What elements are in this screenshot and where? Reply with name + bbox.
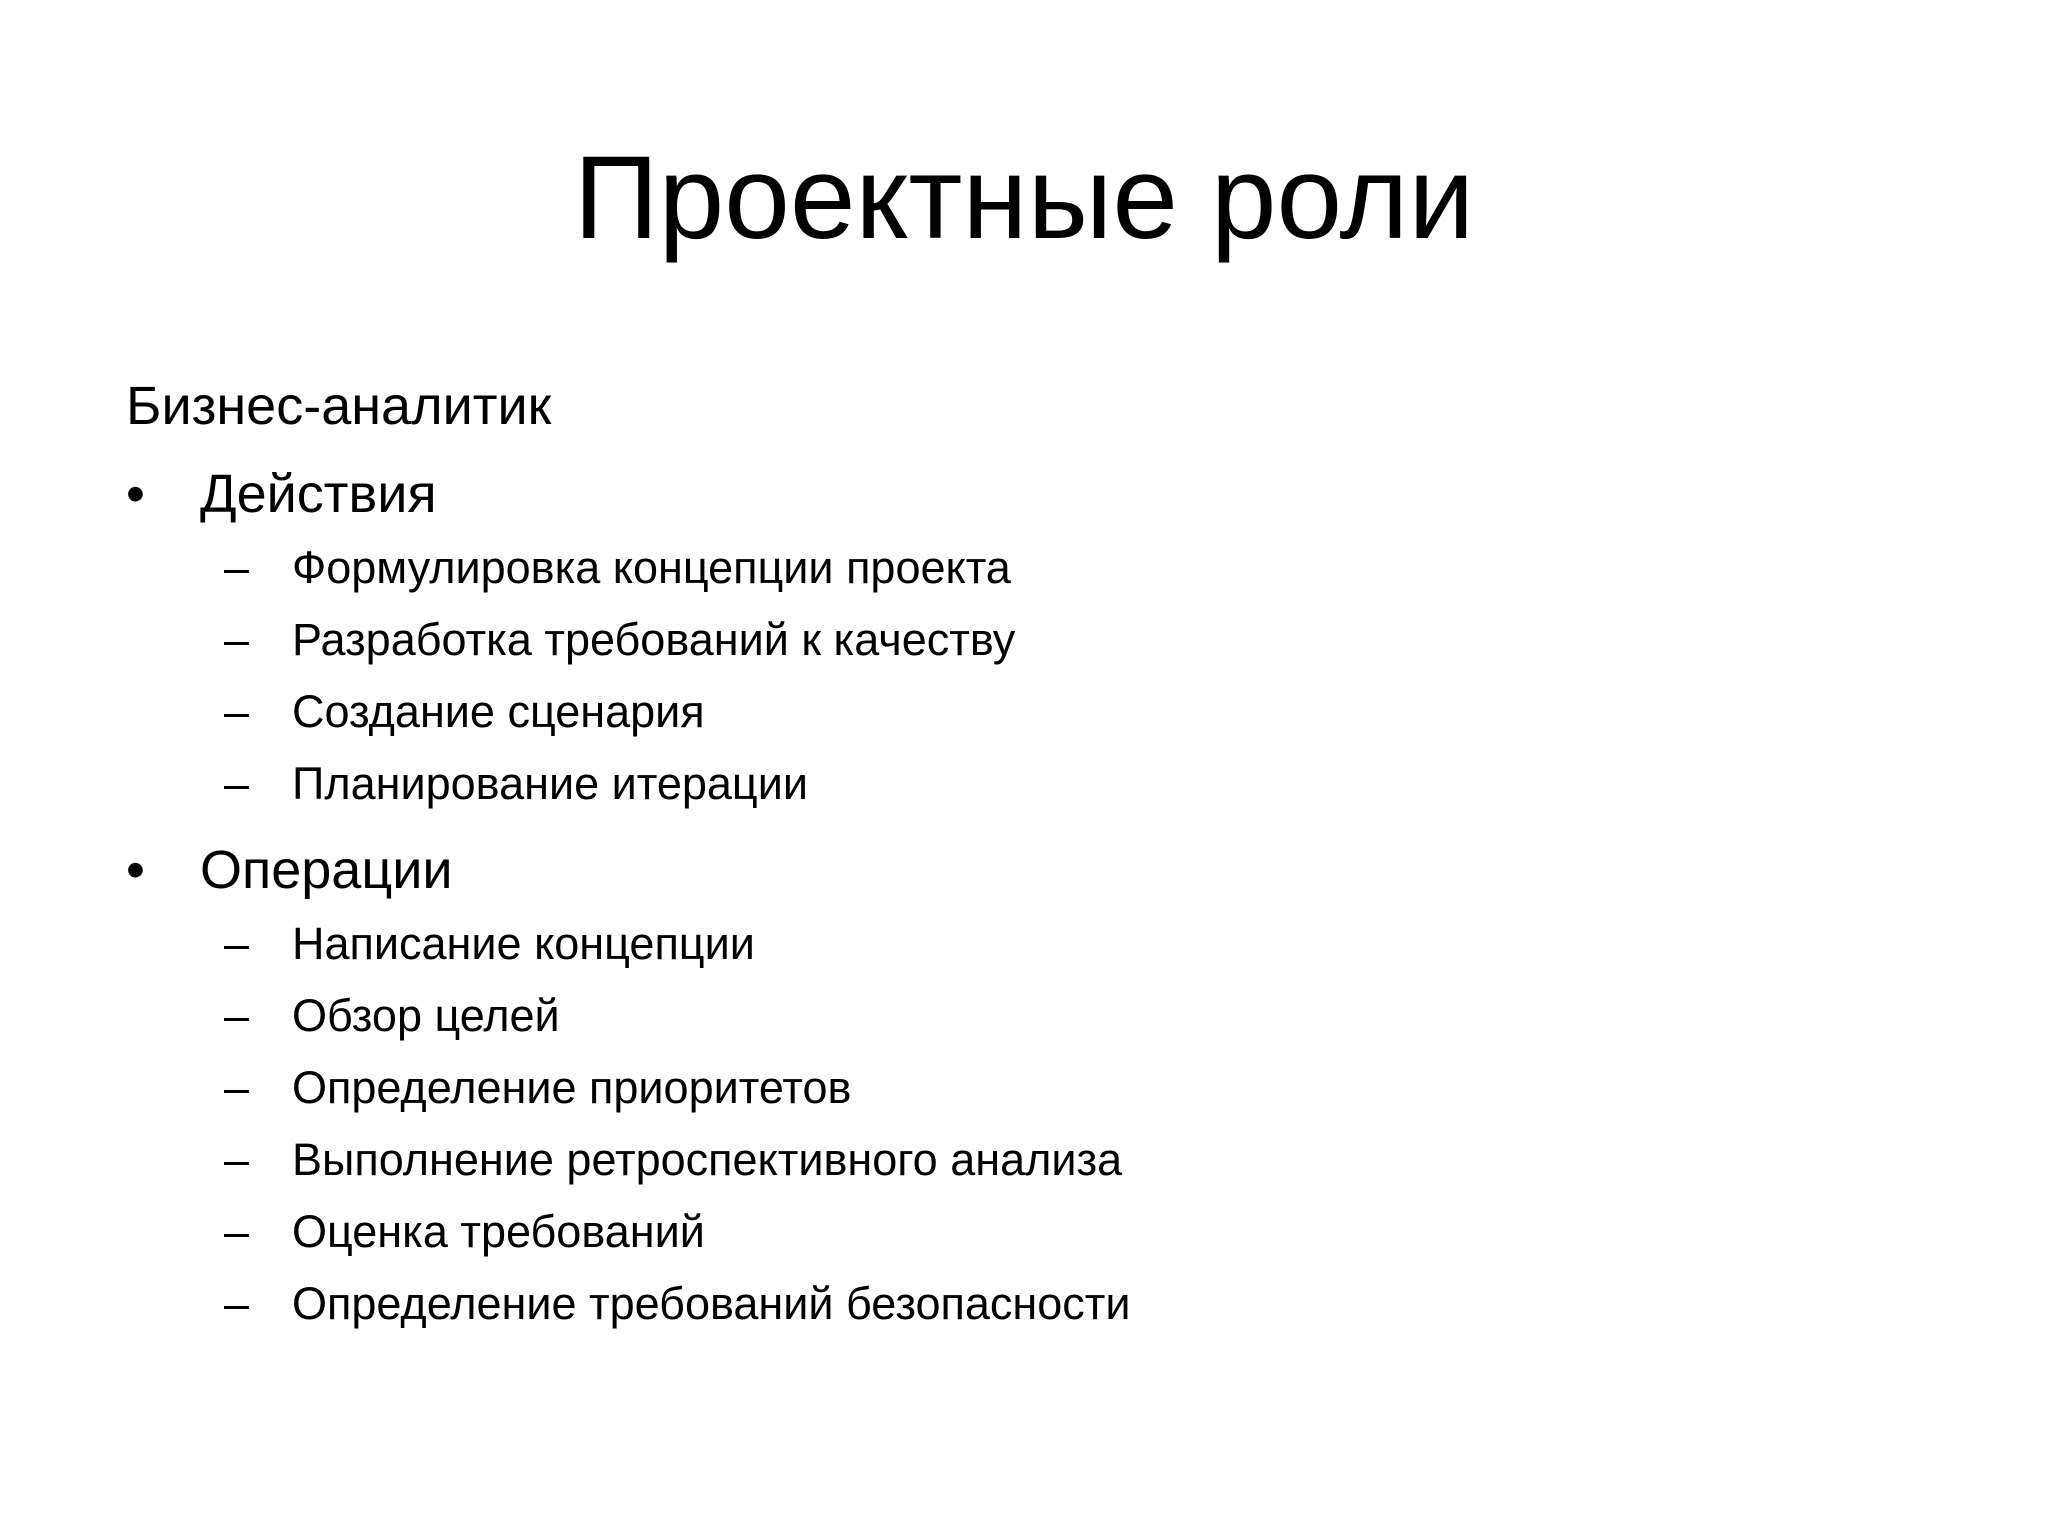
sub-item-label: Написание концепции [292, 918, 755, 969]
sub-item [126, 1196, 1926, 1268]
sub-item-label: Разработка требований к качеству [292, 614, 1016, 665]
bullet-item-actions [126, 456, 1926, 532]
sub-item-label: Определение приоритетов [292, 1062, 852, 1113]
dash-icon: – [224, 1206, 250, 1257]
operations-sublist [126, 908, 1926, 1340]
sub-item [126, 604, 1926, 676]
slide-title: Проектные роли [573, 132, 1475, 264]
sub-item-label: Обзор целей [292, 990, 560, 1041]
sub-item-label: Выполнение ретроспективного анализа [292, 1134, 1123, 1185]
sub-item [126, 1268, 1926, 1340]
sub-item [126, 980, 1926, 1052]
slide-content [126, 368, 1926, 1340]
sub-item [126, 748, 1926, 820]
bullet-item-operations [126, 832, 1926, 908]
sub-item [126, 676, 1926, 748]
sub-item [126, 908, 1926, 980]
dash-icon: – [224, 614, 250, 665]
sub-item-label: Определение требований безопасности [292, 1278, 1131, 1329]
bullet-label: Операции [200, 840, 453, 900]
sub-item-label: Оценка требований [292, 1206, 705, 1257]
bullet-label: Действия [200, 464, 437, 524]
dash-icon: – [224, 990, 250, 1041]
sub-item-label: Формулировка концепции проекта [292, 542, 1011, 593]
sub-item-label: Планирование итерации [292, 758, 808, 809]
actions-sublist [126, 532, 1926, 820]
dash-icon: – [224, 758, 250, 809]
dash-icon: – [224, 542, 250, 593]
dash-icon: – [224, 1062, 250, 1113]
dash-icon: – [224, 686, 250, 737]
bullet-icon: • [126, 840, 145, 900]
dash-icon: – [224, 1134, 250, 1185]
bullet-icon: • [126, 464, 145, 524]
sub-item [126, 532, 1926, 604]
sub-item [126, 1052, 1926, 1124]
dash-icon: – [224, 918, 250, 969]
role-heading: Бизнес-аналитик [126, 376, 552, 436]
sub-item-label: Создание сценария [292, 686, 705, 737]
dash-icon: – [224, 1278, 250, 1329]
sub-item [126, 1124, 1926, 1196]
